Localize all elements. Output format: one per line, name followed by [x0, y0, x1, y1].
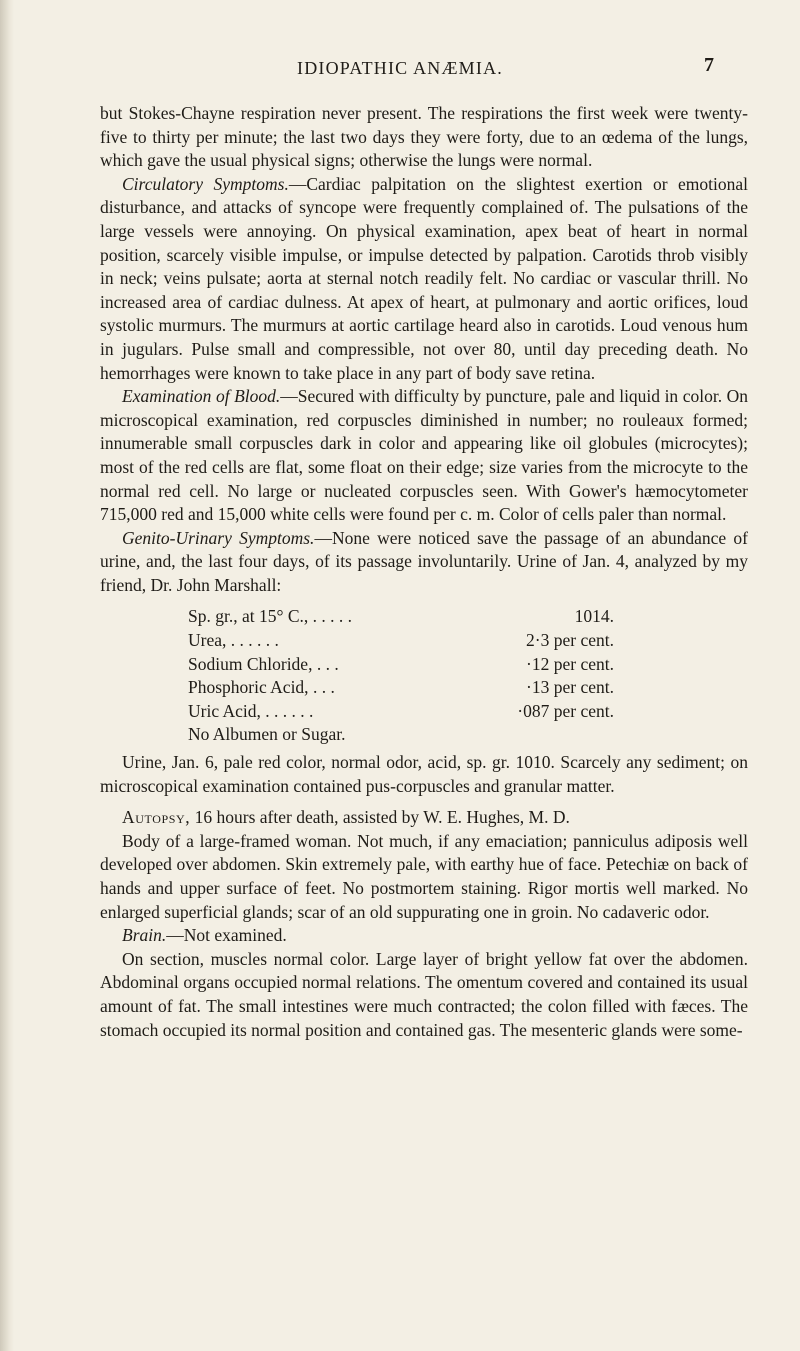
page-body — [100, 102, 748, 1042]
book-spine-edge — [0, 0, 14, 1351]
urine-label: Sodium Chloride, . . . — [188, 653, 339, 674]
urine-label: Urea, . . . . . . — [188, 630, 279, 651]
urine-value: 1014. — [574, 606, 614, 627]
paragraph-section: On section, muscles normal color. Large layer of bright yellow fat over the abdomen. Abdominal organs occupied normal relations. The omentum covered and contained its usual amount of fat. The small intestines were much contracted; the colon filled with fæces. The stomach occupied its normal position and contained gas. The mesenteric glands were some- — [100, 948, 748, 1040]
genito-urinary-heading: Genito-Urinary Symptoms. — [122, 527, 315, 548]
urine-analysis-table — [188, 605, 614, 747]
page-number: 7 — [704, 54, 714, 76]
urine-label: Uric Acid, . . . . . . — [188, 700, 314, 721]
urine-value: ·087 per cent. — [517, 700, 614, 721]
table-row — [188, 653, 614, 677]
paragraph-blood — [100, 385, 748, 527]
paragraph-respiration: but Stokes-Chayne respiration never present. The respirations the first week were twenty-five to thirty per minute; the last two days they were forty, due to an œdema of the lungs, which gave the usual physical signs; otherwise the lungs were normal. — [100, 103, 748, 171]
paragraph-autopsy — [100, 806, 748, 830]
urine-value: ·13 per cent. — [526, 677, 614, 698]
autopsy-body: 16 hours after death, assisted by W. E. Hughes, M. D. — [190, 807, 570, 828]
circulatory-body: —Cardiac palpitation on the slightest exertion or emotional disturbance, and attacks of syncope were frequently complained of. The pulsations of the large vessels were annoying. On physical examination, apex beat of heart in normal position, scarcely visible impulse, or impulse detected by palpation. Carotids throb visibly in neck; veins pulsate; aorta at sternal notch readily felt. No cardiac or vascular thrill. No increased area of cardiac dulness. At apex of heart, at pulmonary and aortic orifices, loud systolic murmurs. The murmurs at aortic cartilage heard also in carotids. Loud venous hum in jugulars. Pulse small and compressible, not over 80, until day preceding death. No hemorrhages were known to take place in any part of body save retina. — [100, 173, 748, 383]
blood-heading: Examination of Blood. — [122, 386, 281, 407]
urine-label: Sp. gr., at 15° C., . . . . . — [188, 606, 353, 627]
genito-urinary-body: —None were noticed save the passage of an abundance of urine, and, the last four days, of its passage involuntarily. Urine of Jan. 4, analyzed by my friend, Dr. John Marshall: — [100, 527, 748, 595]
paragraph-circulatory — [100, 173, 748, 385]
table-row — [188, 676, 614, 700]
paragraph-brain — [100, 924, 748, 948]
brain-heading: Brain. — [122, 925, 167, 946]
brain-body: —Not examined. — [166, 925, 287, 946]
table-row — [188, 605, 614, 629]
urine-value: ·12 per cent. — [526, 653, 614, 674]
paragraph-body-description: Body of a large-framed woman. Not much, if any emaciation; panniculus adiposis well developed over abdomen. Skin extremely pale, with earthy hue of face. Petechiæ on back of hands and upper surface of feet. No postmortem staining. Rigor mortis well marked. No enlarged superficial glands; scar of an old suppurating one in groin. No cadaveric odor. — [100, 830, 748, 922]
page-header — [0, 54, 800, 84]
urine-label: Phosphoric Acid, . . . — [188, 677, 335, 698]
blood-body: —Secured with difficulty by puncture, pale and liquid in color. On microscopical examination, red corpuscles diminished in number; no rouleaux formed; innumerable small corpuscles dark in color and appearing like oil globules (microcytes); most of the red cells are flat, some float on their edge; size varies from the microcyte to the normal red cell. No large or nucleated corpuscles seen. With Gower's hæmocytometer 715,000 red and 15,000 white cells were found per c. m. Color of cells paler than normal. — [100, 386, 748, 525]
paragraph-genito-urinary — [100, 527, 748, 598]
running-head: IDIOPATHIC ANÆMIA. — [297, 58, 503, 78]
table-row — [188, 629, 614, 653]
table-row — [188, 723, 614, 747]
urine-value: 2·3 per cent. — [526, 630, 614, 651]
circulatory-heading: Circulatory Symptoms. — [122, 173, 289, 194]
paragraph-urine-jan6: Urine, Jan. 6, pale red color, normal odor, acid, sp. gr. 1010. Scarcely any sediment; on microscopical examination contained pus-corpuscles and granular matter. — [100, 752, 748, 796]
urine-label: No Albumen or Sugar. — [188, 724, 346, 745]
table-row — [188, 700, 614, 724]
autopsy-label: Autopsy, — [122, 807, 191, 828]
